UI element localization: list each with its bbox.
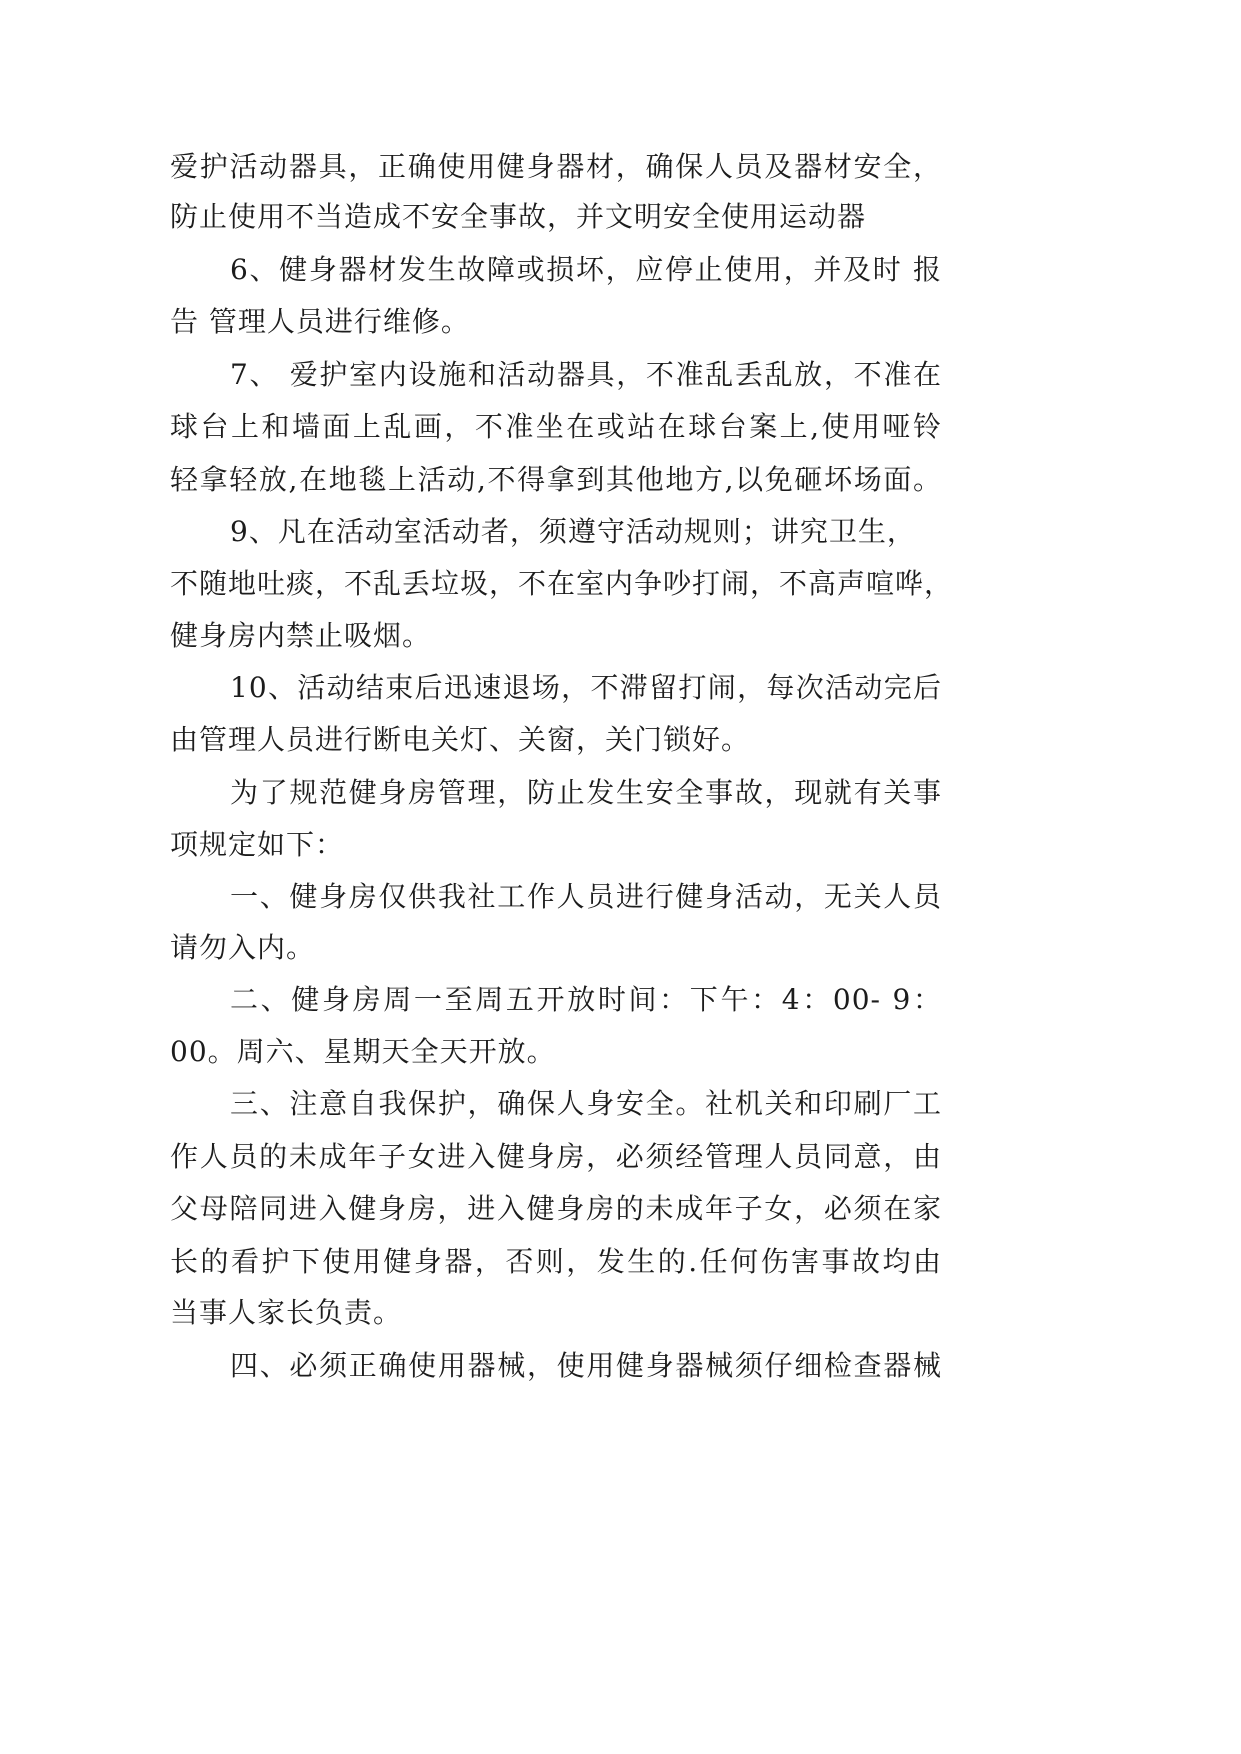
text-line: 00。周六、星期天全天开放。 — [170, 1035, 556, 1068]
text-line: 作人员的未成年子女进入健身房，必须经管理人员同意，由 — [170, 1140, 942, 1173]
text-line: 告 管理人员进行维修。 — [170, 305, 470, 338]
text-line: 长的看护下使用健身器，否则，发生的.任何伤害事故均由 — [170, 1245, 942, 1278]
text-line: 为了规范健身房管理，防止发生安全事故，现就有关事 — [230, 776, 942, 809]
text-line: 请勿入内。 — [170, 931, 316, 964]
text-line: 当事人家长负责。 — [170, 1296, 403, 1329]
text-line: 不随地吐痰，不乱丢垃圾，不在室内争吵打闹，不高声喧哗， — [170, 567, 954, 600]
text-line: 项规定如下： — [170, 828, 345, 861]
text-line: 防止使用不当造成不安全事故，并文明安全使用运动器 — [170, 200, 867, 233]
text-line: 球台上和墙面上乱画，不准坐在或站在球台案上,使用哑铃 — [170, 410, 942, 443]
text-line: 二、健身房周一至周五开放时间：下午：4：00- 9： — [230, 983, 942, 1016]
text-line: 健身房内禁止吸烟。 — [170, 619, 432, 652]
text-line: 三、注意自我保护，确保人身安全。社机关和印刷厂工 — [230, 1087, 942, 1120]
text-line: 一、健身房仅供我社工作人员进行健身活动，无关人员 — [230, 880, 942, 913]
text-line: 轻拿轻放,在地毯上活动,不得拿到其他地方,以免砸坏场面。 — [170, 463, 942, 496]
text-line: 四、必须正确使用器械，使用健身器械须仔细检查器械 — [230, 1349, 942, 1382]
text-line: 由管理人员进行断电关灯、关窗，关门锁好。 — [170, 723, 751, 756]
text-line: 7、 爱护室内设施和活动器具，不准乱丢乱放，不准在 — [230, 358, 942, 391]
text-line: 爱护活动器具，正确使用健身器材，确保人员及器材安全， — [170, 150, 942, 183]
text-line: 10、活动结束后迅速退场，不滞留打闹，每次活动完后 — [230, 671, 942, 704]
text-line: 父母陪同进入健身房，进入健身房的未成年子女，必须在家 — [170, 1192, 942, 1225]
text-line: 6、健身器材发生故障或损坏，应停止使用，并及时 报 — [230, 253, 942, 286]
text-line: 9、凡在活动室活动者，须遵守活动规则；讲究卫生， — [230, 515, 916, 548]
